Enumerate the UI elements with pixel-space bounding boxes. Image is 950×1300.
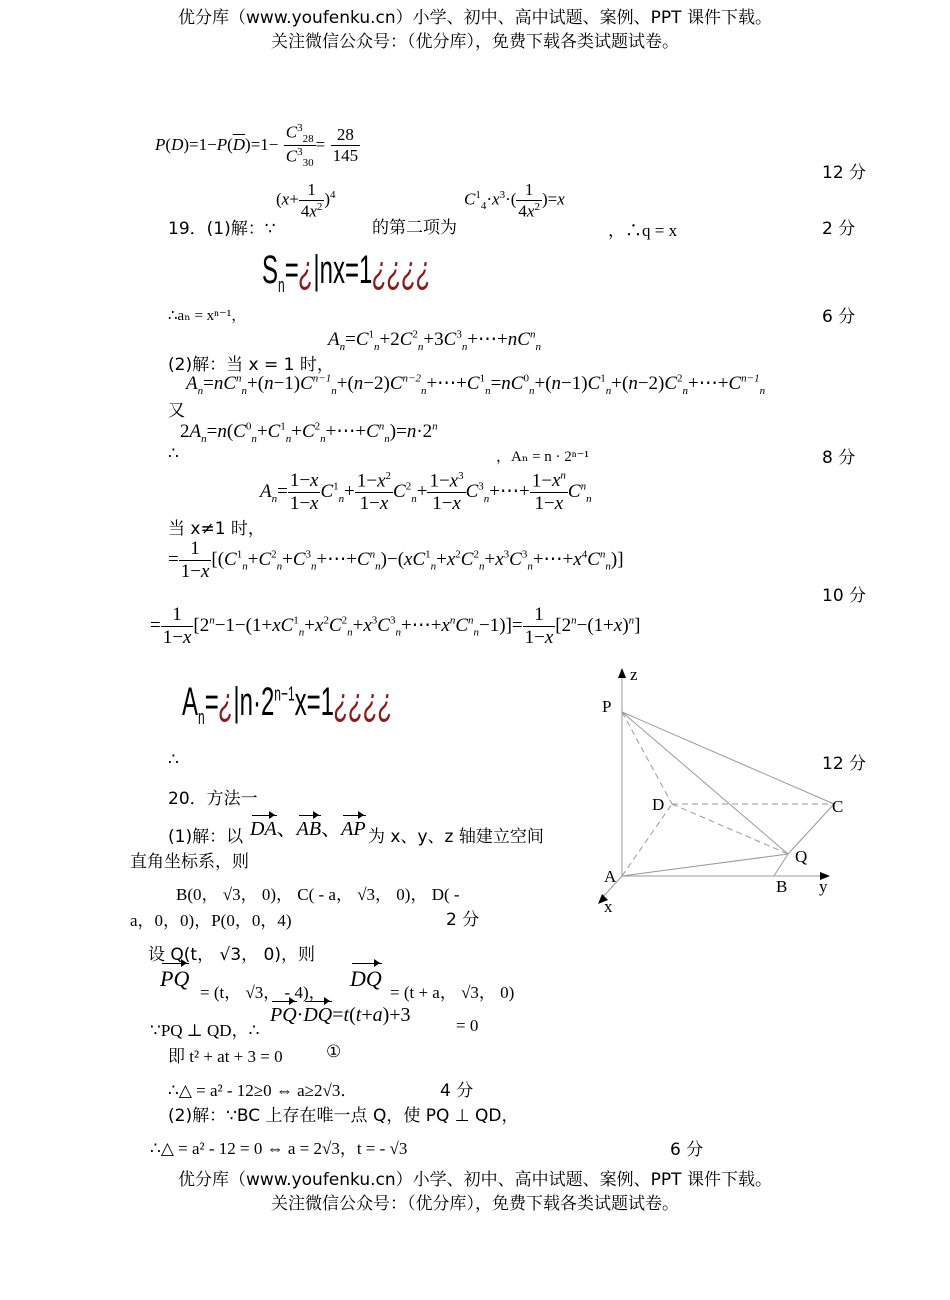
coords-line-1: B(0， √3， 0)， C( - a， √3， 0)， D( - bbox=[176, 885, 460, 904]
q20-part1-a: (1)解：以 bbox=[168, 827, 244, 847]
score-2b: 2 分 bbox=[446, 910, 480, 930]
score-2: 2 分 bbox=[822, 219, 856, 239]
coords-line-2: a，0，0)，P(0，0，4) bbox=[130, 911, 292, 930]
ji-equation: 即 t² + at + 3 = 0 bbox=[168, 1047, 283, 1066]
vector-pq: PQ bbox=[160, 966, 190, 991]
q20-part1-b: 为 x、y、z 轴建立空间 bbox=[368, 827, 544, 847]
score-10: 10 分 bbox=[822, 586, 867, 606]
dq-value: = (t + a， √3， 0) bbox=[390, 983, 515, 1002]
q19-second-term: 的第二项为 bbox=[372, 218, 457, 238]
label-y: y bbox=[819, 877, 828, 896]
formula-pd: $P(D)=1-P(\overline{D})=1-$ $\frac{C^3_{28}}{C^3_{30}}$ = $\frac{28}{145}$ bbox=[155, 122, 359, 170]
dot-product: PQ·DQ=t(t+a)+3 bbox=[270, 1004, 411, 1026]
label-z: z bbox=[630, 665, 638, 684]
formula-an-general: $A_n=$ $\frac{1-x}{1-x}$ $C^1_n+$ $\frac{1-x^2}{1-x}$ $C^2_n+$ $\frac{1-x^3}{1-x}$ $C^3_n+\cdots+$ $\frac{1-x^n}{1-x}$ $C^n_n$ bbox=[260, 470, 592, 515]
pyramid-figure bbox=[590, 660, 850, 920]
formula-second-term: $C^1_4\cdot x^3\cdot$( $\frac{1}{4x^2}$ )=x bbox=[464, 180, 565, 221]
formula-step-2: = $\frac{1}{1-x}$ $[2^n-1-(1+xC^1_n+x^2C^2_n+x^3C^3_n+\cdots+x^nC^n_n-1)]=$ $\frac{1}{1-x}$ $[2^n-(1+x)^n]$ bbox=[150, 604, 641, 648]
q20-title: 20．方法一 bbox=[168, 789, 258, 809]
score-12a: 12 分 bbox=[822, 163, 867, 183]
footer-line-2: 关注微信公众号：（优分库），免费下载各类试题试卷。 bbox=[271, 1194, 679, 1214]
delta-line-1: ∴△ = a² - 12≥0 ⇔ a≥2√3． bbox=[168, 1081, 358, 1100]
edge-pq bbox=[622, 712, 788, 854]
pq-value: = (t， √3， - 4)， bbox=[200, 983, 326, 1002]
header-line-1: 优分库（www.youfenku.cn）小学、初中、高中试题、案例、PPT 课件下载。 bbox=[178, 8, 772, 28]
label-p: P bbox=[602, 697, 612, 716]
vectors-da-ab-ap: DA、AB、AP bbox=[250, 816, 366, 840]
edge-pd bbox=[622, 712, 672, 804]
edge-aq bbox=[622, 854, 788, 876]
formula-an-reverse: $A_n=nC^n_n+(n-1)C^{n-1}_n+(n-2)C^{n-2}_n+\cdots+C^1_n=nC^0_n+(n-1)C^1_n+(n-2)C^2_n+\cdots+C^{n-1}_n$ bbox=[186, 372, 766, 397]
z-arrow bbox=[618, 668, 626, 678]
edge-ad bbox=[622, 804, 672, 876]
an-formula: ∴aₙ = xⁿ⁻¹， bbox=[168, 308, 247, 324]
edge-dq bbox=[672, 804, 788, 854]
vector-dq: DQ bbox=[350, 966, 382, 991]
footer-line-1: 优分库（www.youfenku.cn）小学、初中、高中试题、案例、PPT 课件下载。 bbox=[178, 1170, 772, 1190]
delta-line-2: ∴△ = a² - 12 = 0 ⇔ a = 2√3，t = - √3 bbox=[150, 1139, 408, 1158]
label-d: D bbox=[652, 795, 665, 814]
part2-intro: (2)解：当 x = 1 时， bbox=[168, 355, 334, 375]
set-q: 设 Q(t， √3， 0)，则 bbox=[148, 945, 315, 965]
label-q: Q bbox=[795, 847, 808, 866]
formula-step-1: = $\frac{1}{1-x}$ $[(C^1_n+C^2_n+C^3_n+\cdots+C^n_n)-(xC^1_n+x^2C^2_n+x^3C^3_n+\cdots+x^4C^n_n)]$ bbox=[168, 538, 624, 582]
header-line-2: 关注微信公众号：（优分库），免费下载各类试题试卷。 bbox=[271, 32, 679, 52]
edge-pc bbox=[622, 712, 834, 804]
q19-q: ，∴q = x bbox=[608, 221, 678, 240]
label-c: C bbox=[832, 797, 844, 816]
so-symbol: ∴ bbox=[168, 444, 179, 463]
score-8: 8 分 bbox=[822, 448, 856, 468]
formula-binomial: (x+ $\frac{1}{4x^2}$ )$^4$ bbox=[276, 180, 336, 221]
so-symbol-2: ∴ bbox=[168, 750, 179, 769]
dang-label: 当 x≠1 时， bbox=[168, 519, 265, 539]
score-4: 4 分 bbox=[440, 1081, 474, 1101]
edge-bq bbox=[774, 854, 788, 876]
circle-one: ① bbox=[326, 1042, 342, 1061]
label-a: A bbox=[604, 867, 617, 886]
label-b: B bbox=[776, 877, 788, 896]
garbled-an-formula: $A_n=¿|n\cdot 2^{n-1}x=1¿¿¿¿$ bbox=[182, 680, 393, 729]
score-6b: 6 分 bbox=[670, 1140, 704, 1160]
score-12b: 12 分 bbox=[822, 754, 867, 774]
formula-2an: $2A_n=n(C^0_n+C^1_n+C^2_n+\cdots+C^n_n)=n\cdot 2^n$ bbox=[180, 420, 438, 445]
an-result: ，Aₙ = n · 2ⁿ⁻¹ bbox=[496, 449, 589, 465]
label-x: x bbox=[604, 897, 613, 916]
score-6a: 6 分 bbox=[822, 307, 856, 327]
part2-q20: (2)解：∵BC 上存在唯一点 Q，使 PQ ⊥ QD， bbox=[168, 1106, 519, 1126]
perp-condition: ∵PQ ⊥ QD，∴ bbox=[150, 1021, 260, 1040]
garbled-sn-formula: $S_n=¿|nx=1¿¿¿¿$ bbox=[262, 248, 431, 297]
you-label: 又 bbox=[168, 401, 185, 421]
formula-an-sum: $A_n=C^1_n+2C^2_n+3C^3_n+\cdots+nC^n_n$ bbox=[328, 328, 541, 353]
q20-part1-c: 直角坐标系，则 bbox=[130, 852, 249, 872]
q19-intro: 19．(1)解：∵ bbox=[168, 219, 276, 239]
perp-eq-zero: = 0 bbox=[456, 1016, 479, 1035]
